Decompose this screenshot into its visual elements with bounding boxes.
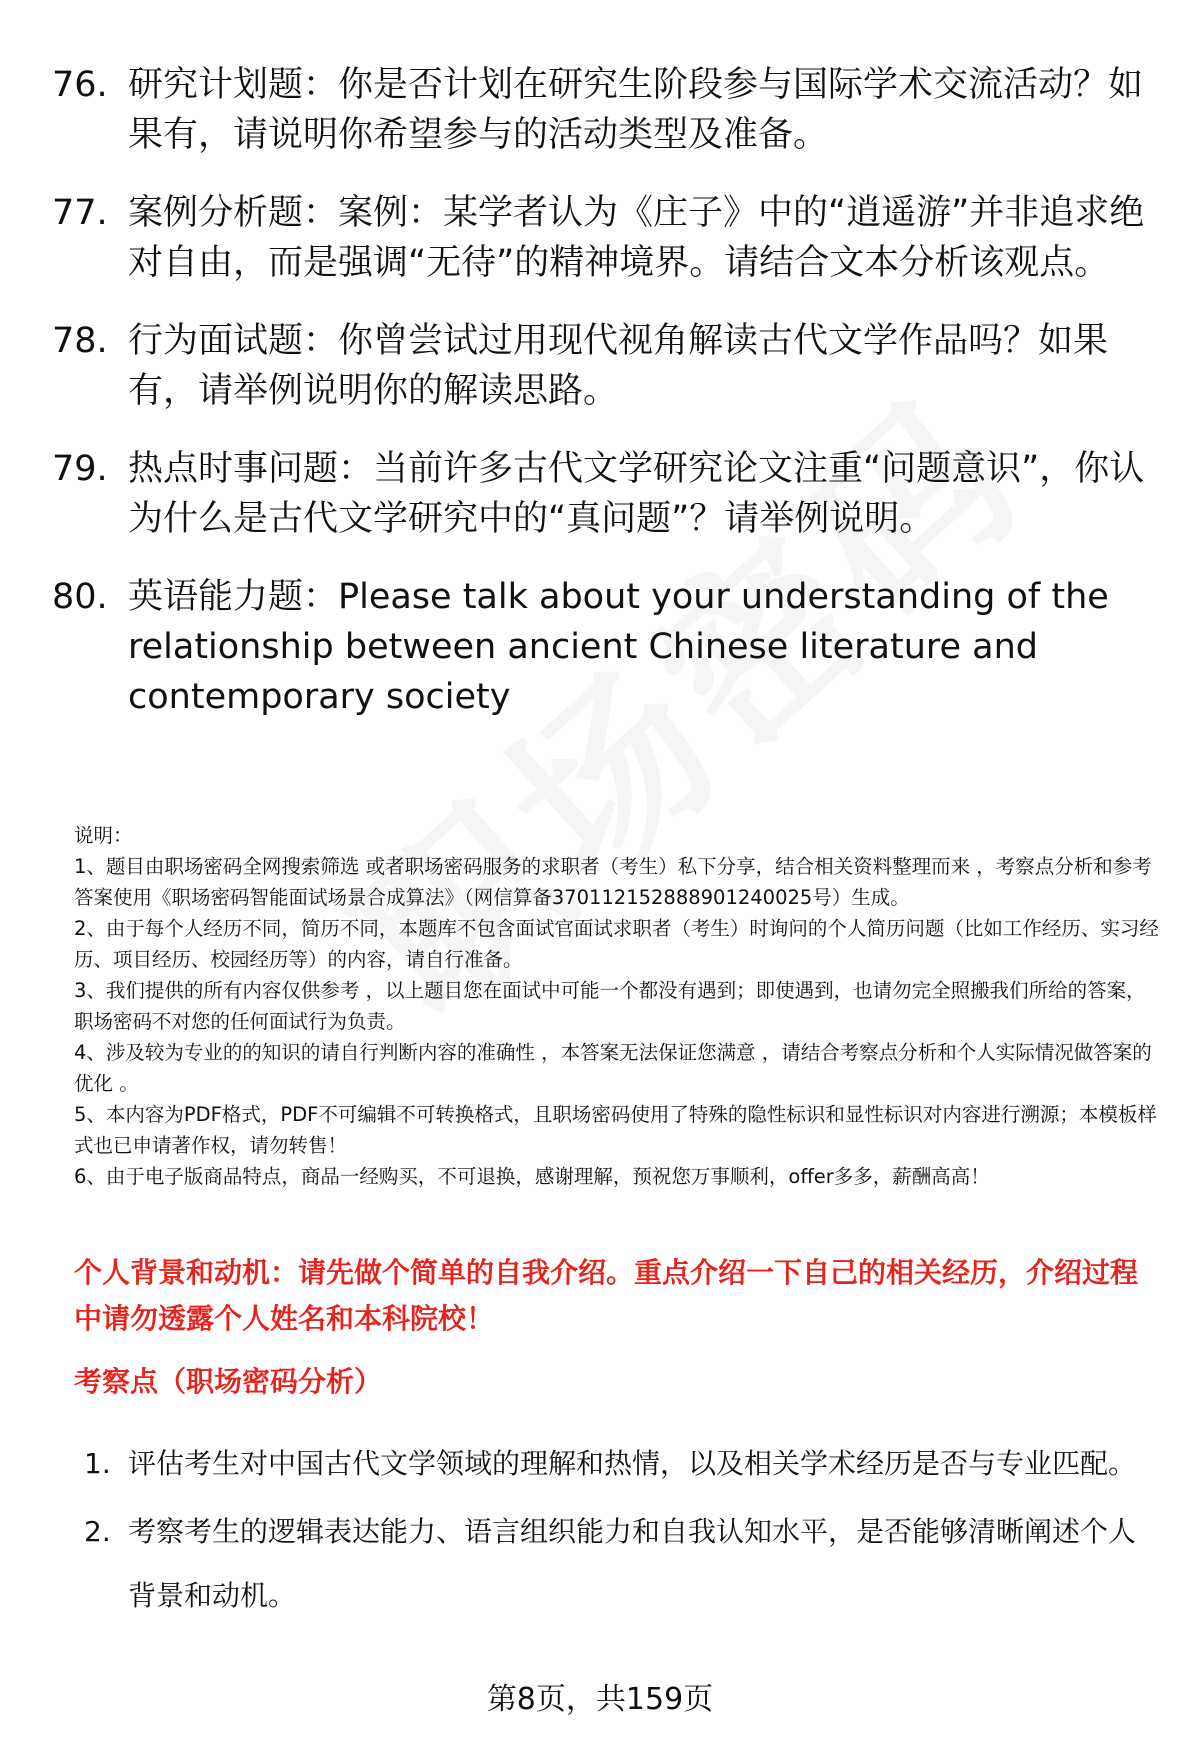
question-item <box>52 188 1162 288</box>
question-number: 78. <box>52 321 108 361</box>
question-item <box>52 316 1162 416</box>
section-heading: 个人背景和动机：请先做个简单的自我介绍。重点介绍一下自己的相关经历，介绍过程中请勿透露个人姓名和本科院校！ <box>74 1256 1139 1335</box>
question-text: 行为面试题：你曾尝试过用现代视角解读古代文学作品吗？如果有，请举例说明你的解读思路。 <box>128 321 1109 411</box>
notes-block <box>74 820 1164 1192</box>
question-item <box>52 444 1162 544</box>
question-item <box>52 572 1162 722</box>
assessment-points <box>84 1432 1154 1632</box>
question-number: 77. <box>52 193 108 233</box>
question-item <box>52 60 1162 160</box>
question-text: 英语能力题：Please talk about your understanding of the relationship between ancient Chinese literature and contemporary society <box>128 577 1109 717</box>
point-number: 1. <box>84 1447 111 1480</box>
point-text: 考察考生的逻辑表达能力、语言组织能力和自我认知水平，是否能够清晰阐述个人背景和动机。 <box>128 1515 1137 1612</box>
question-text: 研究计划题：你是否计划在研究生阶段参与国际学术交流活动？如果有，请说明你希望参与的活动类型及准备。 <box>128 65 1144 155</box>
note-item: 2、由于每个人经历不同，简历不同，本题库不包含面试官面试求职者（考生）时询问的个人简历问题（比如工作经历、实习经历、项目经历、校园经历等）的内容，请自行准备。 <box>74 917 1159 971</box>
question-text: 热点时事问题：当前许多古代文学研究论文注重“问题意识”，你认为什么是古代文学研究中的“真问题”？请举例说明。 <box>128 449 1145 539</box>
note-item: 4、涉及较为专业的的知识的请自行判断内容的准确性 ，本答案无法保证您满意 ，请结合考察点分析和个人实际情况做答案的优化 。 <box>74 1041 1152 1095</box>
point-text: 评估考生对中国古代文学领域的理解和热情，以及相关学术经历是否与专业匹配。 <box>128 1447 1137 1480</box>
page-footer: 第8页，共159页 <box>486 1682 714 1717</box>
assessment-point <box>84 1500 1154 1628</box>
note-item: 5、本内容为PDF格式，PDF不可编辑不可转换格式，且职场密码使用了特殊的隐性标识和显性标识对内容进行溯源；本模板样式也已申请著作权，请勿转售！ <box>74 1103 1157 1157</box>
question-list <box>52 60 1162 750</box>
question-number: 80. <box>52 577 108 617</box>
note-item: 3、我们提供的所有内容仅供参考 ，以上题目您在面试中可能一个都没有遇到；即使遇到，也请勿完全照搬我们所给的答案，职场密码不对您的任何面试行为负责。 <box>74 979 1146 1033</box>
question-text: 案例分析题：案例：某学者认为《庄子》中的“逍遥游”并非追求绝对自由，而是强调“无待”的精神境界。请结合文本分析该观点。 <box>128 193 1145 283</box>
notes-title: 说明： <box>74 824 133 847</box>
assessment-point <box>84 1432 1154 1496</box>
point-number: 2. <box>84 1515 111 1548</box>
note-item: 1、题目由职场密码全网搜索筛选 或者职场密码服务的求职者（考生）私下分享，结合相关资料整理而来 ，考察点分析和参考答案使用《职场密码智能面试场景合成算法》（网信算备370112152888901240025号）生成。 <box>74 855 1152 909</box>
section-subheading: 考察点（职场密码分析） <box>74 1365 383 1398</box>
note-item: 6、由于电子版商品特点，商品一经购买，不可退换，感谢理解，预祝您万事顺利，offer多多，薪酬高高！ <box>74 1165 990 1188</box>
question-number: 76. <box>52 65 108 105</box>
question-number: 79. <box>52 449 108 489</box>
